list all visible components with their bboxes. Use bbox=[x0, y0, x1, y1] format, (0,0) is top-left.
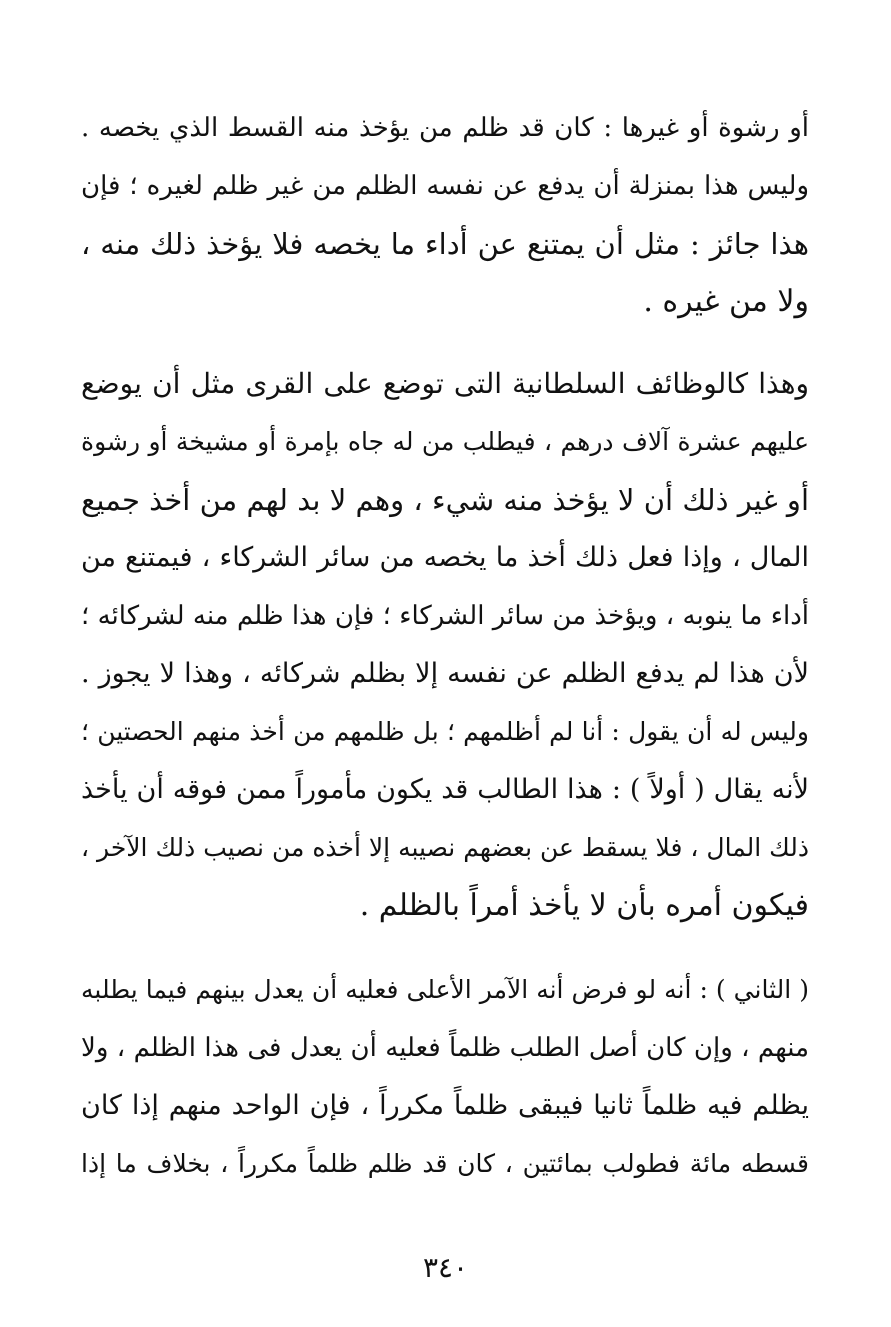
text-line: أداء ما ينوبه ، ويؤخذ من سائر الشركاء ؛ فإن هذا ظلم منه لشركائه ؛ bbox=[81, 601, 809, 631]
text-line: منهم ، وإن كان أصل الطلب ظلماً فعليه أن يعدل فى هذا الظلم ، ولا bbox=[81, 1033, 809, 1063]
text-line: المال ، وإذا فعل ذلك أخذ ما يخصه من سائر الشركاء ، فيمتنع من bbox=[81, 542, 809, 573]
text-line: قسطه مائة فطولب بمائتين ، كان قد ظلم ظلماً مكرراً ، بخلاف ما إذا bbox=[81, 1149, 809, 1178]
text-line: لأنه يقال ( أولاً ) : هذا الطالب قد يكون مأموراً ممن فوقه أن يأخذ bbox=[81, 774, 809, 805]
text-line: عليهم عشرة آلاف درهم ، فيطلب من له جاه بإمرة أو مشيخة أو رشوة bbox=[81, 427, 809, 456]
text-line: ذلك المال ، فلا يسقط عن بعضهم نصيبه إلا أخذه من نصيب ذلك الآخر ، bbox=[81, 833, 809, 862]
text-line: وليس هذا بمنزلة أن يدفع عن نفسه الظلم من غير ظلم لغيره ؛ فإن bbox=[81, 171, 809, 201]
text-line: فيكون أمره بأن لا يأخذ أمراً بالظلم . bbox=[359, 888, 809, 923]
text-line: ( الثاني ) : أنه لو فرض أنه الآمر الأعلى فعليه أن يعدل بينهم فيما يطلبه bbox=[81, 975, 809, 1004]
text-line: أو غير ذلك أن لا يؤخذ منه شيء ، وهم لا بد لهم من أخذ جميع bbox=[81, 483, 809, 517]
text-line: لأن هذا لم يدفع الظلم عن نفسه إلا بظلم شركائه ، وهذا لا يجوز . bbox=[81, 658, 809, 689]
text-line: يظلم فيه ظلماً ثانيا فيبقى ظلماً مكرراً ، فإن الواحد منهم إذا كان bbox=[81, 1090, 809, 1121]
text-line: وهذا كالوظائف السلطانية التى توضع على القرى مثل أن يوضع bbox=[81, 367, 809, 400]
text-line: وليس له أن يقول : أنا لم أظلمهم ؛ بل ظلمهم من أخذ منهم الحصتين ؛ bbox=[81, 717, 809, 746]
page-number: ٣٤٠ bbox=[422, 1251, 469, 1284]
text-line: أو رشوة أو غيرها : كان قد ظلم من يؤخذ منه القسط الذي يخصه . bbox=[81, 113, 809, 143]
text-line: ولا من غيره . bbox=[643, 284, 809, 319]
text-line: هذا جائز : مثل أن يمتنع عن أداء ما يخصه فلا يؤخذ ذلك منه ، bbox=[81, 227, 809, 261]
